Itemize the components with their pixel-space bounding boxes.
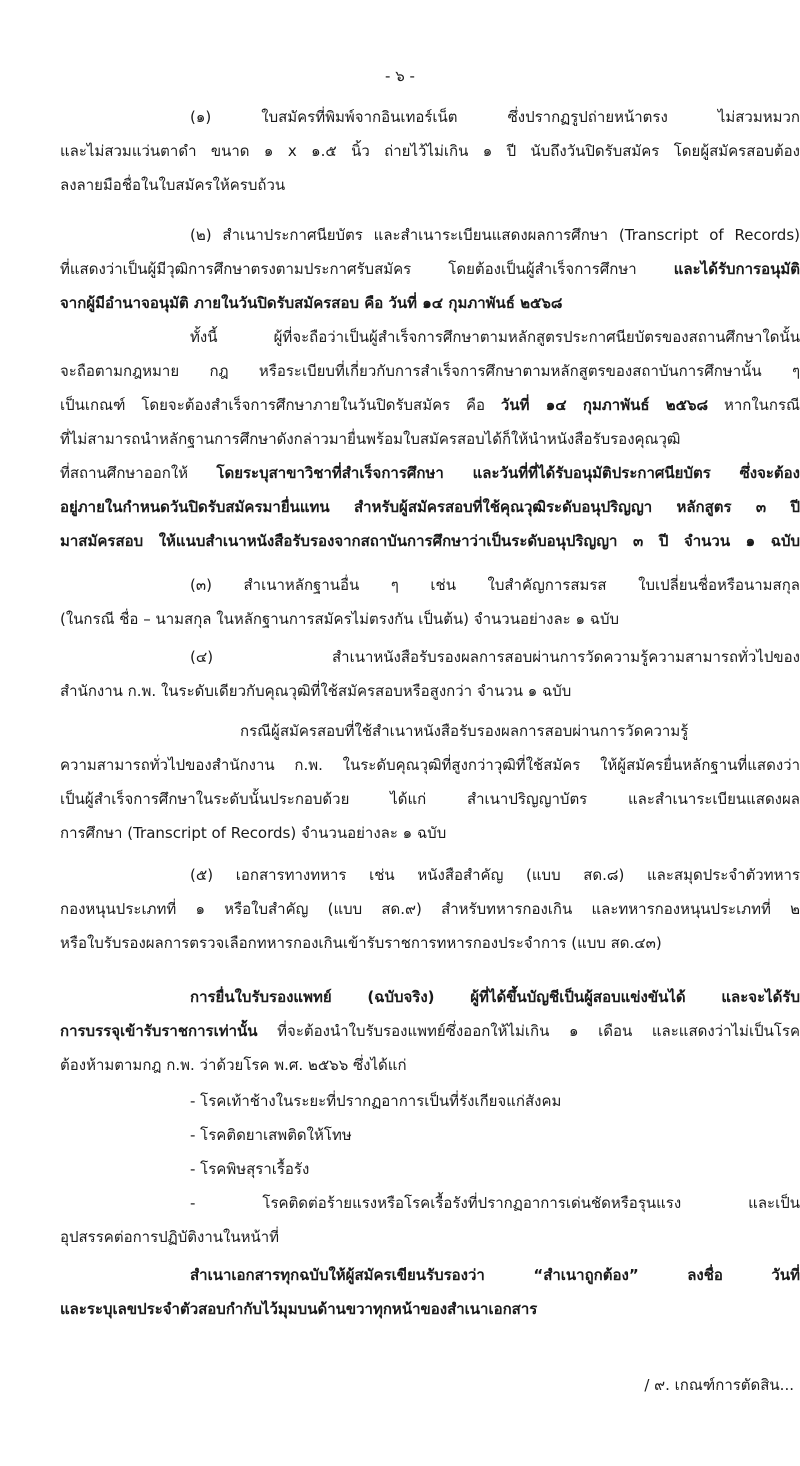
item1-line1: (๑) ใบสมัครที่พิมพ์จากอินเทอร์เน็ต ซึ่งปรากฏรูปถ่ายหน้าตรง ไม่สวมหมวก <box>190 108 800 126</box>
note-line1: ทั้งนี้ ผู้ที่จะถือว่าเป็นผู้สำเร็จการศึกษาตามหลักสูตรประกาศนียบัตรของสถานศึกษาใดนั้น <box>190 328 800 346</box>
item2-line3: จากผู้มีอำนาจอนุมัติ ภายในวันปิดรับสมัครสอบ คือ วันที่ ๑๔ กุมภาพันธ์ ๒๕๖๘ <box>60 294 563 312</box>
copies-line2: และระบุเลขประจำตัวสอบกำกับไว้มุมบนด้านขวาทุกหน้าของสำเนาเอกสาร <box>60 1300 538 1318</box>
medical-line2-bold: การบรรจุเข้ารับราชการเท่านั้น <box>60 1022 258 1040</box>
item4-line1: (๔) สำเนาหนังสือรับรองผลการสอบผ่านการวัดความรู้ความสามารถทั่วไปของ <box>190 648 800 666</box>
item4-line2: สำนักงาน ก.พ. ในระดับเดียวกับคุณวุฒิที่ใช้สมัครสอบหรือสูงกว่า จำนวน ๑ ฉบับ <box>60 682 572 700</box>
note-line5-normal: ที่สถานศึกษาออกให้ <box>60 464 217 482</box>
case-line2: ความสามารถทั่วไปของสำนักงาน ก.พ. ในระดับคุณวุฒิที่สูงกว่าวุฒิที่ใช้สมัคร ให้ผู้สมัครยื่นหลักฐานที่แสดงว่า <box>60 756 800 774</box>
medical-line2 <box>60 1018 800 1044</box>
case-line1: กรณีผู้สมัครสอบที่ใช้สำเนาหนังสือรับรองผลการสอบผ่านการวัดความรู้ <box>240 722 689 740</box>
medical-line3: ต้องห้ามตามกฎ ก.พ. ว่าด้วยโรค พ.ศ. ๒๕๖๖ ซึ่งได้แก่ <box>60 1056 407 1074</box>
page-number: - ๖ - <box>385 67 415 85</box>
note-line7: มาสมัครสอบ ให้แนบสำเนาหนังสือรับรองจากสถาบันการศึกษาว่าเป็นระดับอนุปริญญา ๓ ปี จำนวน ๑ ฉบับ <box>60 532 800 550</box>
note-line3 <box>60 392 800 418</box>
note-line3-tail: หากในกรณี <box>708 396 800 414</box>
footer-continuation: / ๙. เกณฑ์การตัดสิน... <box>644 1376 794 1394</box>
item3-line2: (ในกรณี ชื่อ – นามสกุล ในหลักฐานการสมัครไม่ตรงกัน เป็นต้น) จำนวนอย่างละ ๑ ฉบับ <box>60 610 620 628</box>
item1-line3: ลงลายมือชื่อในใบสมัครให้ครบถ้วน <box>60 176 286 194</box>
item2-line1: (๒) สำเนาประกาศนียบัตร และสำเนาระเบียนแสดงผลการศึกษา (Transcript of Records) <box>190 226 800 244</box>
disease-item: - โรคติดยาเสพติดให้โทษ <box>190 1126 352 1144</box>
disease-item: - โรคเท้าช้างในระยะที่ปรากฏอาการเป็นที่รังเกียจแก่สังคม <box>190 1092 562 1110</box>
note-line3-normal: เป็นเกณฑ์ โดยจะต้องสำเร็จการศึกษาภายในวันปิดรับสมัคร คือ <box>60 396 501 414</box>
item5-line2: กองหนุนประเภทที่ ๑ หรือใบสำคัญ (แบบ สด.๙) สำหรับทหารกองเกิน และทหารกองหนุนประเภทที่ ๒ <box>60 900 800 918</box>
note-line5-bold: โดยระบุสาขาวิชาที่สำเร็จการศึกษา และวันที่ที่ได้รับอนุมัติประกาศนียบัตร ซึ่งจะต้อง <box>216 464 800 482</box>
disease-item: - โรคพิษสุราเรื้อรัง <box>190 1160 310 1178</box>
medical-line1: การยื่นใบรับรองแพทย์ (ฉบับจริง) ผู้ที่ได้ขึ้นบัญชีเป็นผู้สอบแข่งขันได้ และจะได้รับ <box>190 988 800 1006</box>
item2-line2-bold: และได้รับการอนุมัติ <box>673 260 800 278</box>
note-line5 <box>60 460 800 486</box>
disease-continuation: อุปสรรคต่อการปฏิบัติงานในหน้าที่ <box>60 1228 280 1246</box>
disease-item: - โรคติดต่อร้ายแรงหรือโรคเรื้อรังที่ปรากฏอาการเด่นชัดหรือรุนแรง และเป็น <box>190 1194 800 1212</box>
note-line6: อยู่ภายในกำหนดวันปิดรับสมัครมายื่นแทน สำหรับผู้สมัครสอบที่ใช้คุณวุฒิระดับอนุปริญญา หลักสูตร ๓ ปี <box>60 498 800 516</box>
item3-line1: (๓) สำเนาหลักฐานอื่น ๆ เช่น ใบสำคัญการสมรส ใบเปลี่ยนชื่อหรือนามสกุล <box>190 576 800 594</box>
copies-line1: สำเนาเอกสารทุกฉบับให้ผู้สมัครเขียนรับรองว่า “สำเนาถูกต้อง” ลงชื่อ วันที่ <box>190 1266 800 1284</box>
medical-line2-normal: ที่จะต้องนำใบรับรองแพทย์ซึ่งออกให้ไม่เกิน ๑ เดือน และแสดงว่าไม่เป็นโรค <box>257 1022 800 1040</box>
item2-line2 <box>60 256 800 282</box>
item5-line1: (๕) เอกสารทางทหาร เช่น หนังสือสำคัญ (แบบ สด.๘) และสมุดประจำตัวทหาร <box>190 866 800 884</box>
note-line4: ที่ไม่สามารถนำหลักฐานการศึกษาดังกล่าวมายื่นพร้อมใบสมัครสอบได้ก็ให้นำหนังสือรับรองคุณวุฒิ <box>60 430 681 448</box>
note-line3-bold: วันที่ ๑๔ กุมภาพันธ์ ๒๕๖๘ <box>500 396 709 414</box>
item1-line2: และไม่สวมแว่นตาดำ ขนาด ๑ x ๑.๕ นิ้ว ถ่ายไว้ไม่เกิน ๑ ปี นับถึงวันปิดรับสมัคร โดยผู้สมัครสอบต้อง <box>60 142 800 160</box>
note-line2: จะถือตามกฎหมาย กฎ หรือระเบียบที่เกี่ยวกับการสำเร็จการศึกษาตามหลักสูตรของสถาบันการศึกษานั้น ๆ <box>60 362 800 380</box>
case-line3: เป็นผู้สำเร็จการศึกษาในระดับนั้นประกอบด้วย ได้แก่ สำเนาปริญญาบัตร และสำเนาระเบียนแสดงผล <box>60 790 800 808</box>
item2-line2-normal: ที่แสดงว่าเป็นผู้มีวุฒิการศึกษาตรงตามประกาศรับสมัคร โดยต้องเป็นผู้สำเร็จการศึกษา <box>60 260 674 278</box>
case-line4: การศึกษา (Transcript of Records) จำนวนอย่างละ ๑ ฉบับ <box>60 824 447 842</box>
item5-line3: หรือใบรับรองผลการตรวจเลือกทหารกองเกินเข้ารับราชการทหารกองประจำการ (แบบ สด.๔๓) <box>60 934 662 952</box>
